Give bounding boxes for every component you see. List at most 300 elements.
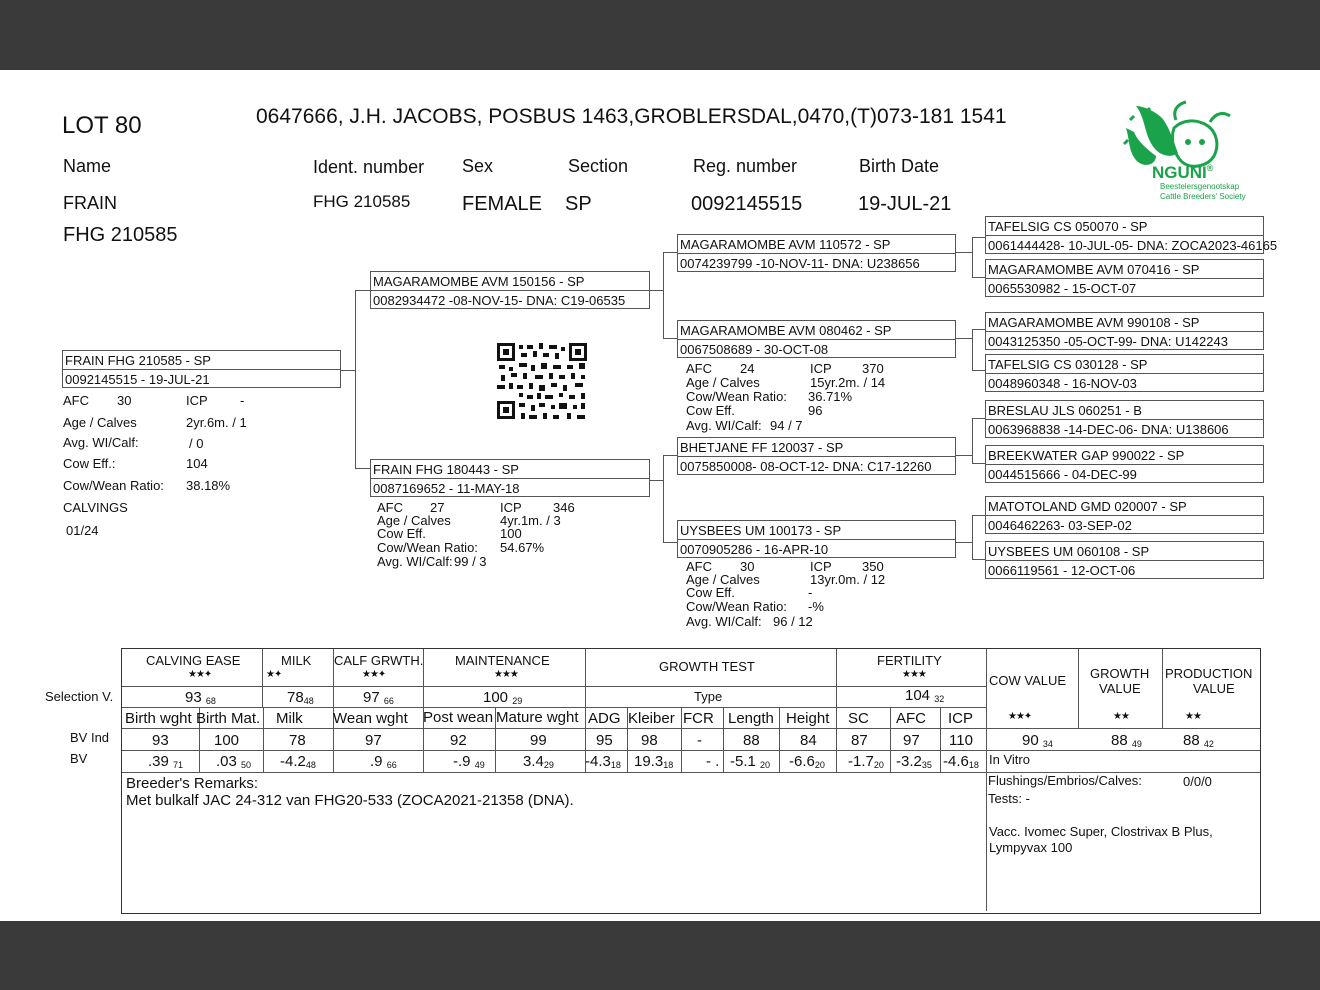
- bv-value: -4.6: [943, 753, 969, 770]
- stars-growth: ★★: [1113, 711, 1129, 722]
- dd-icp-label: ICP: [810, 559, 832, 574]
- growth-value-acc: 49: [1131, 739, 1142, 749]
- dam-eff-label: Cow Eff.: [377, 526, 426, 541]
- in-vitro-label: In Vitro: [989, 752, 1030, 767]
- gen3-reg: 0048960348 - 16-NOV-03: [988, 376, 1137, 391]
- bv-cell: [848, 754, 884, 770]
- prod-value-number: 88: [1183, 732, 1200, 749]
- bv-value: -5.1: [730, 753, 756, 770]
- sd-eff-label: Cow Eff.: [686, 403, 735, 418]
- bv-cell: [706, 754, 719, 769]
- connector: [972, 329, 985, 330]
- bv-cell: [896, 754, 932, 770]
- sire-sire-name: MAGARAMOMBE AVM 110572 - SP: [680, 237, 891, 252]
- divider: [986, 278, 1263, 279]
- bvind-cell: 87: [851, 732, 868, 749]
- cow-value: [1022, 733, 1053, 749]
- sire-sire-box: [677, 234, 956, 272]
- connector: [663, 542, 677, 543]
- lot-number: LOT 80: [62, 112, 142, 139]
- dam-wi-label: Avg. WI/Calf:: [377, 554, 453, 569]
- subject-wi: / 0: [189, 436, 204, 451]
- dd-icp: 350: [862, 559, 884, 574]
- table-line: [122, 728, 1260, 729]
- calvings-value: 01/24: [66, 523, 99, 538]
- bv-acc: 50: [241, 760, 252, 770]
- col-milk: Milk: [276, 710, 303, 727]
- sel-maint-acc: 29: [512, 696, 523, 706]
- dam-sire-reg: 0075850008- 08-OCT-12- DNA: C17-12260: [680, 459, 932, 474]
- animal-reg: 0092145515: [691, 193, 803, 215]
- table-line: [940, 707, 941, 772]
- sire-dam-name: MAGARAMOMBE AVM 080462 - SP: [680, 323, 892, 338]
- bvind-cell: 110: [949, 732, 973, 749]
- hdr-prod-value: PRODUCTION: [1165, 666, 1253, 681]
- sire-box: [370, 271, 650, 309]
- flushings-label: Flushings/Embrios/Calves:: [988, 773, 1142, 788]
- gen3-name: BRESLAU JLS 060251 - B: [988, 403, 1142, 418]
- connector: [355, 290, 356, 469]
- bv-cell: [280, 754, 316, 770]
- subject-age-label: Age / Calves: [63, 415, 137, 430]
- bv-cell: [634, 754, 673, 770]
- col-birth-wght: Birth wght: [125, 710, 192, 727]
- stars-calving: ★★✦: [188, 669, 212, 680]
- col-height: Height: [786, 710, 830, 727]
- divider: [678, 253, 955, 254]
- gen3-box: [985, 496, 1264, 534]
- bvind-cell: 78: [289, 732, 306, 749]
- bv-cell: [730, 754, 770, 770]
- connector: [355, 290, 370, 291]
- connector: [648, 480, 663, 481]
- sel-calf-acc: 66: [383, 696, 394, 706]
- gen3-reg: 0043125350 -05-OCT-99- DNA: U142243: [988, 334, 1228, 349]
- table-line: [723, 707, 724, 772]
- cow-value-number: 90: [1022, 732, 1039, 749]
- label-reg: Reg. number: [693, 156, 798, 176]
- animal-section: SP: [565, 193, 592, 215]
- col-adg: ADG: [588, 710, 621, 727]
- dam-dam-reg: 0070905286 - 16-APR-10: [680, 542, 829, 557]
- subject-eff: 104: [186, 456, 208, 471]
- nguni-logo: [1116, 98, 1246, 208]
- dam-dam-name: UYSBEES UM 100173 - SP: [680, 523, 842, 538]
- connector: [972, 418, 985, 419]
- bv-cell: [943, 754, 979, 770]
- table-line: [779, 707, 780, 772]
- bv-acc: 49: [474, 760, 485, 770]
- table-line: [122, 750, 1260, 751]
- gen3-name: MAGARAMOMBE AVM 990108 - SP: [988, 315, 1200, 330]
- gen3-box: [985, 445, 1264, 483]
- gen3-box: [985, 541, 1264, 579]
- bv-value: -6.6: [789, 753, 815, 770]
- col-fcr: FCR: [683, 710, 714, 727]
- divider: [371, 290, 649, 291]
- dam-afc-label: AFC: [377, 500, 403, 515]
- divider: [678, 339, 955, 340]
- divider: [986, 464, 1263, 465]
- bvind-cell: -: [697, 732, 702, 749]
- sd-afc-label: AFC: [686, 361, 712, 376]
- gen3-reg: 0065530982 - 15-OCT-07: [988, 281, 1137, 296]
- label-name: Name: [63, 156, 112, 176]
- bv-acc: 29: [543, 760, 554, 770]
- sire-dam-box: [677, 320, 956, 358]
- connector: [663, 252, 677, 253]
- bv-value: - .: [706, 753, 720, 770]
- bvind-cell: 92: [450, 732, 467, 749]
- sel-calf: [363, 690, 394, 706]
- col-mature-wght: Mature wght: [496, 709, 579, 726]
- connector: [355, 468, 370, 469]
- subject-reg: 0092145515 - 19-JUL-21: [65, 372, 210, 387]
- dam-sire-box: [677, 437, 956, 475]
- label-sex: Sex: [462, 156, 494, 176]
- col-sc: SC: [848, 710, 869, 727]
- dd-age: 13yr.0m. / 12: [810, 572, 886, 587]
- dam-afc: 27: [430, 500, 445, 515]
- vacc-line-2: Lympyvax 100: [989, 840, 1073, 855]
- animal-ident-large: FHG 210585: [63, 224, 178, 246]
- table-line: [890, 707, 891, 772]
- bv-cell: [216, 754, 251, 770]
- dd-afc: 30: [740, 559, 755, 574]
- divider: [678, 539, 955, 540]
- prod-value: [1183, 733, 1214, 749]
- connector: [972, 515, 985, 516]
- dam-sire-name: BHETJANE FF 120037 - SP: [680, 440, 844, 455]
- table-line: [122, 686, 986, 687]
- gen3-name: TAFELSIG CS 050070 - SP: [988, 219, 1148, 234]
- subject-wi-label: Avg. WI/Calf:: [63, 435, 139, 450]
- dd-wi-label: Avg. WI/Calf:: [686, 614, 762, 629]
- connector: [954, 338, 972, 339]
- bv-acc: 35: [921, 760, 932, 770]
- stars-maint: ★★★: [494, 669, 518, 680]
- hdr-type: Type: [694, 689, 723, 704]
- qr-code: [497, 343, 587, 419]
- sel-maint: [483, 690, 522, 706]
- connector: [340, 370, 355, 371]
- bv-acc: 20: [814, 760, 825, 770]
- bvind-cell: 88: [743, 732, 760, 749]
- table-line: [1078, 649, 1079, 728]
- divider: [986, 235, 1263, 236]
- bv-acc: 48: [305, 760, 316, 770]
- gen3-name: MAGARAMOMBE AVM 070416 - SP: [988, 262, 1200, 277]
- bvind-cell: 97: [903, 732, 920, 749]
- logo-line1: Beestelersgenootskap: [1160, 182, 1240, 191]
- divider: [678, 456, 955, 457]
- bv-value: 19.3: [634, 753, 664, 770]
- connector: [663, 338, 677, 339]
- connector: [954, 252, 972, 253]
- stars-prod: ★★: [1185, 711, 1201, 722]
- logo-line2: Cattle Breeders' Society: [1160, 192, 1246, 201]
- sel-calf-value: 97: [363, 689, 380, 706]
- subject-afc: 30: [117, 393, 132, 408]
- logo-brand: NGUNI: [1152, 163, 1207, 182]
- dd-eff-label: Cow Eff.: [686, 585, 735, 600]
- animal-name: FRAIN: [63, 193, 117, 213]
- gen3-name: BREEKWATER GAP 990022 - SP: [988, 448, 1185, 463]
- gen3-reg: 0046462263- 03-SEP-02: [988, 518, 1132, 533]
- dam-age-label: Age / Calves: [377, 513, 451, 528]
- table-line: [122, 707, 986, 708]
- divider: [986, 560, 1263, 561]
- vacc-line-1: Vacc. Ivomec Super, Clostrivax B Plus,: [989, 824, 1213, 839]
- hdr-calving: CALVING EASE: [146, 653, 241, 668]
- col-wean-wght: Wean wght: [333, 710, 408, 727]
- dam-age: 4yr.1m. / 3: [500, 513, 561, 528]
- col-icp: ICP: [948, 710, 974, 727]
- hdr-fert: FERTILITY: [877, 653, 942, 668]
- remarks-text: Met bulkalf JAC 24-312 van FHG20-533 (ZOCA2021-21358 (DNA).: [126, 792, 574, 809]
- sd-age: 15yr.2m. / 14: [810, 375, 886, 390]
- sel-fert-acc: 32: [934, 694, 945, 704]
- subject-eff-label: Cow Eff.:: [63, 456, 116, 471]
- bv-value: -4.2: [280, 753, 306, 770]
- divider: [986, 373, 1263, 374]
- hdr-growth-value: GROWTH: [1090, 666, 1150, 681]
- subject-icp: -: [240, 393, 245, 408]
- divider: [986, 515, 1263, 516]
- bvind-cell: 84: [800, 732, 817, 749]
- label-birth: Birth Date: [859, 156, 940, 176]
- col-length: Length: [728, 710, 774, 727]
- bv-value: -1.7: [848, 753, 874, 770]
- bv-acc: 20: [760, 760, 771, 770]
- bv-value: 3.4: [523, 753, 544, 770]
- stars-calf: ★★✦: [362, 669, 386, 680]
- bv-value: -3.2: [896, 753, 922, 770]
- bv-value: -.9: [453, 753, 471, 770]
- bv-table: [121, 648, 1261, 914]
- table-line: [836, 707, 837, 772]
- bv-acc: 18: [663, 760, 674, 770]
- connector: [972, 463, 985, 464]
- sd-icp-label: ICP: [810, 361, 832, 376]
- top-bar: [0, 0, 1320, 70]
- animal-birth: 19-JUL-21: [858, 193, 952, 215]
- sire-name: MAGARAMOMBE AVM 150156 - SP: [373, 274, 585, 289]
- connector: [663, 252, 664, 339]
- logo-reg: ®: [1206, 163, 1214, 173]
- bvind-cell: 98: [641, 732, 658, 749]
- connector: [663, 455, 677, 456]
- subject-icp-label: ICP: [186, 393, 208, 408]
- flushings-value: 0/0/0: [1183, 774, 1212, 789]
- dam-name: FRAIN FHG 180443 - SP: [373, 462, 519, 477]
- connector: [954, 455, 972, 456]
- sire-reg: 0082934472 -08-NOV-15- DNA: C19-06535: [373, 293, 626, 308]
- table-line: [263, 707, 264, 772]
- gen3-reg: 0066119561 - 12-OCT-06: [988, 563, 1136, 578]
- bv-value: .9: [370, 753, 383, 770]
- row-label-selection: Selection V.: [45, 689, 114, 704]
- stars-fert: ★★★: [902, 669, 926, 680]
- subject-age: 2yr.6m. / 1: [186, 415, 247, 430]
- bvind-cell: 95: [596, 732, 613, 749]
- subject-cw: 38.18%: [186, 478, 231, 493]
- bottom-bar: [0, 921, 1320, 990]
- divider: [63, 369, 340, 370]
- sire-dam-reg: 0067508689 - 30-OCT-08: [680, 342, 829, 357]
- bv-acc: 20: [873, 760, 884, 770]
- connector: [972, 237, 985, 238]
- gen3-box: [985, 216, 1278, 254]
- sel-milk-value: 78: [287, 689, 304, 706]
- dd-cw-label: Cow/Wean Ratio:: [686, 599, 787, 614]
- connector: [972, 418, 973, 464]
- connector: [972, 515, 973, 560]
- dam-wi: 99 / 3: [454, 554, 487, 569]
- prod-value-acc: 42: [1203, 739, 1214, 749]
- gen3-name: TAFELSIG CS 030128 - SP: [988, 357, 1148, 372]
- col-birth-mat: Birth Mat.: [196, 710, 261, 727]
- bv-cell: [523, 754, 554, 770]
- col-afc: AFC: [896, 710, 926, 727]
- connector: [972, 277, 985, 278]
- bv-cell: [370, 754, 397, 770]
- label-section: Section: [568, 156, 629, 176]
- connector: [972, 237, 973, 278]
- dam-icp: 346: [553, 500, 575, 515]
- dd-eff: -: [808, 585, 813, 600]
- gen3-name: MATOTOLAND GMD 020007 - SP: [988, 499, 1187, 514]
- stars-milk: ★✦: [266, 669, 282, 680]
- sd-wi-label: Avg. WI/Calf:: [686, 418, 762, 433]
- dam-cw-label: Cow/Wean Ratio:: [377, 540, 478, 555]
- label-ident: Ident. number: [313, 157, 425, 177]
- sel-maint-value: 100: [483, 689, 509, 706]
- calvings-label: CALVINGS: [63, 500, 128, 515]
- divider: [371, 478, 649, 479]
- gen3-reg: 0063968838 -14-DEC-06- DNA: U138606: [988, 422, 1229, 437]
- dam-cw: 54.67%: [500, 540, 545, 555]
- bvind-cell: 93: [152, 732, 169, 749]
- dam-box: [370, 459, 650, 497]
- bv-acc: 66: [386, 760, 397, 770]
- hdr-calf: CALF GRWTH.: [334, 653, 424, 668]
- subject-afc-label: AFC: [63, 393, 89, 408]
- bv-acc: 18: [968, 760, 979, 770]
- table-line: [681, 707, 682, 772]
- connector: [972, 370, 985, 371]
- dam-eff: 100: [500, 526, 522, 541]
- bv-cell: [585, 754, 621, 770]
- sd-wi: 94 / 7: [770, 418, 803, 433]
- stars-cow: ★★✦: [1008, 711, 1032, 722]
- dd-wi: 96 / 12: [773, 614, 813, 629]
- connector: [954, 542, 972, 543]
- bvind-cell: 97: [365, 732, 382, 749]
- divider: [986, 419, 1263, 420]
- gen3-box: [985, 354, 1264, 392]
- dam-reg: 0087169652 - 11-MAY-18: [373, 481, 520, 496]
- bvind-cell: 100: [214, 732, 240, 749]
- catalogue-sheet: [0, 70, 1320, 921]
- dd-cw: -%: [808, 599, 824, 614]
- col-post-wean: Post wean: [423, 709, 494, 726]
- bv-acc: 18: [610, 760, 621, 770]
- bv-cell: [148, 754, 183, 770]
- connector: [663, 455, 664, 543]
- bvind-cell: 99: [530, 732, 547, 749]
- row-label-bvind: BV Ind: [70, 730, 110, 745]
- row-label-bv: BV: [70, 751, 88, 766]
- sire-sire-reg: 0074239799 -10-NOV-11- DNA: U238656: [680, 256, 920, 271]
- growth-value: [1111, 733, 1142, 749]
- sel-fert: [905, 688, 944, 704]
- bv-cell: [789, 754, 825, 770]
- sd-age-label: Age / Calves: [686, 375, 760, 390]
- subject-cw-label: Cow/Wean Ratio:: [63, 478, 164, 493]
- subject-name: FRAIN FHG 210585 - SP: [65, 353, 211, 368]
- sel-calving: [185, 690, 216, 706]
- gen3-box: [985, 312, 1264, 350]
- dd-afc-label: AFC: [686, 559, 712, 574]
- sel-calving-acc: 68: [205, 696, 216, 706]
- gen3-box: [985, 400, 1264, 438]
- growth-value-number: 88: [1111, 732, 1128, 749]
- sel-fert-value: 104: [905, 687, 931, 704]
- table-line: [836, 686, 837, 707]
- gen3-name: UYSBEES UM 060108 - SP: [988, 544, 1150, 559]
- connector: [972, 559, 985, 560]
- sd-cw: 36.71%: [808, 389, 853, 404]
- table-line: [1162, 649, 1163, 728]
- dam-dam-box: [677, 520, 956, 558]
- cow-value-acc: 34: [1042, 739, 1053, 749]
- sel-calving-value: 93: [185, 689, 202, 706]
- sd-afc: 24: [740, 361, 755, 376]
- hdr-milk: MILK: [281, 653, 312, 668]
- hdr-growth-value-2: VALUE: [1099, 681, 1141, 696]
- sel-milk-acc: 48: [303, 696, 314, 706]
- sd-icp: 370: [862, 361, 884, 376]
- bv-cell: [453, 754, 485, 770]
- bv-value: -4.3: [585, 753, 611, 770]
- bv-value: .03: [216, 753, 237, 770]
- connector: [648, 290, 663, 291]
- divider: [986, 331, 1263, 332]
- subject-box: [62, 350, 341, 388]
- bv-value: .39: [148, 753, 169, 770]
- hdr-prod-value-2: VALUE: [1193, 681, 1235, 696]
- table-line: [262, 649, 263, 707]
- hdr-growth: GROWTH TEST: [659, 659, 755, 674]
- hdr-cow: COW VALUE: [989, 673, 1067, 688]
- gen3-reg: 0044515666 - 04-DEC-99: [988, 467, 1137, 482]
- gen3-box: [985, 259, 1264, 297]
- owner-line: 0647666, J.H. JACOBS, POSBUS 1463,GROBLERSDAL,0470,(T)073-181 1541: [256, 105, 1007, 128]
- animal-sex: FEMALE: [462, 193, 543, 215]
- dd-age-label: Age / Calves: [686, 572, 760, 587]
- hdr-maint: MAINTENANCE: [455, 653, 550, 668]
- animal-ident: FHG 210585: [313, 192, 411, 211]
- bv-acc: 71: [173, 760, 184, 770]
- col-kleiber: Kleiber: [628, 710, 675, 727]
- tests-label: Tests: -: [988, 791, 1030, 806]
- remarks-title: Breeder's Remarks:: [126, 775, 259, 792]
- gen3-reg: 0061444428- 10-JUL-05- DNA: ZOCA2023-46165: [988, 238, 1278, 253]
- sd-cw-label: Cow/Wean Ratio:: [686, 389, 787, 404]
- connector: [972, 329, 973, 371]
- sel-milk: [287, 690, 314, 706]
